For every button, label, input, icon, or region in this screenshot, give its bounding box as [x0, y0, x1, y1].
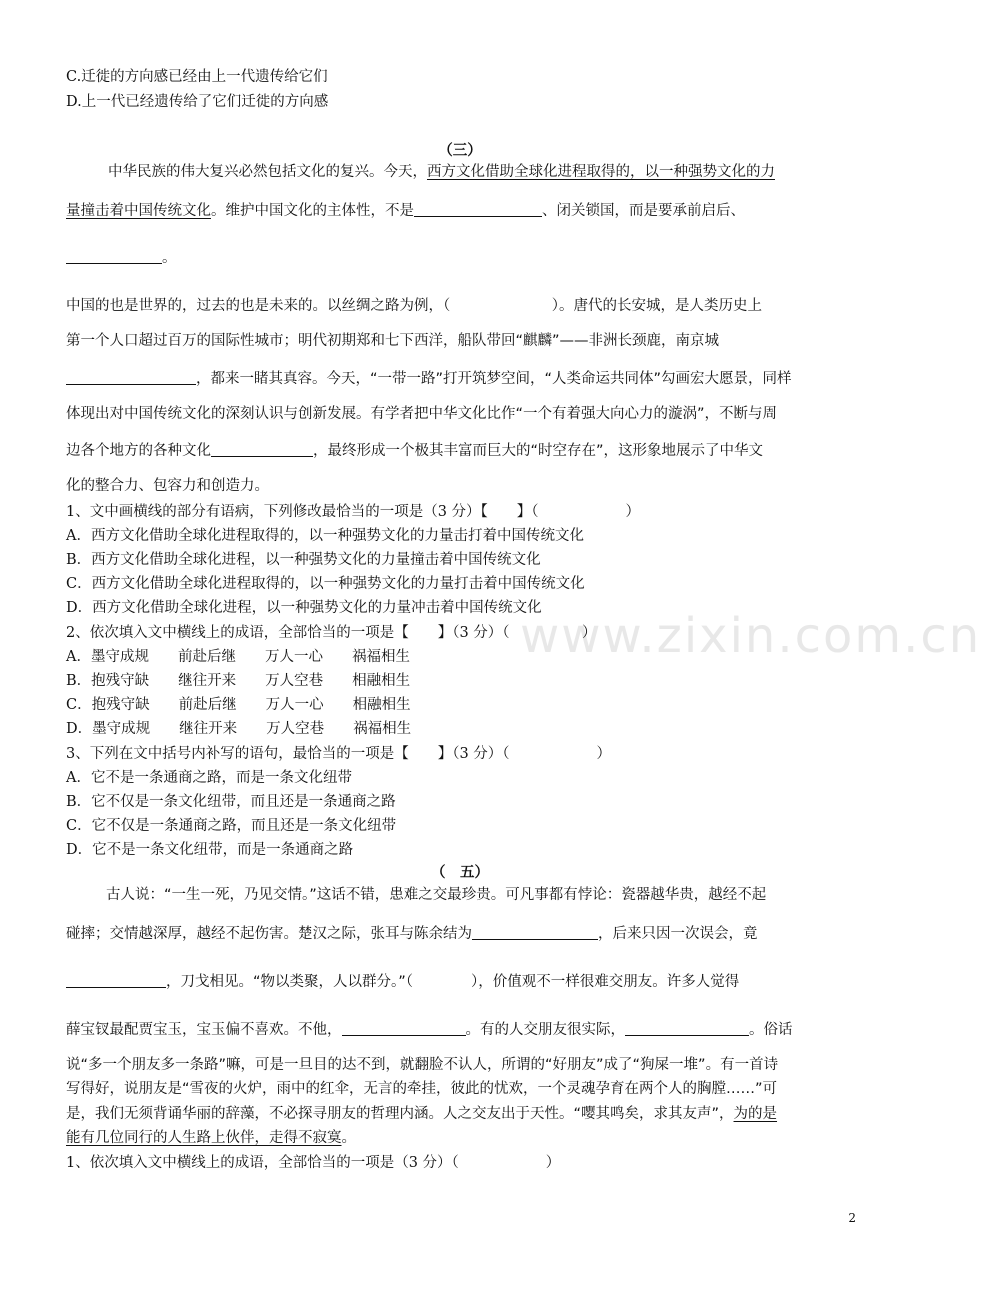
s3-q2-option-c: C．抱残守缺 前赴后继 万人一心 相融相生 [66, 697, 411, 713]
s3-underlined-sentence-part1: 西方文化借助全球化进程取得的，以一种强势文化的力 [427, 164, 775, 180]
option-d: D.上一代已经遗传给了它们迁徙的方向感 [66, 94, 329, 110]
s3-paragraph-line-1: 中华民族的伟大复兴必然包括文化的复兴。今天，西方文化借助全球化进程取得的，以一种强势文化的力 [108, 164, 775, 180]
option-c: C.迁徙的方向感已经由上一代遗传给它们 [66, 69, 328, 85]
s3-paragraph-line-9: 化的整合力、包容力和创造力。 [66, 478, 269, 494]
s5-paragraph-line-2: 碰摔；交情越深厚，越经不起伤害。楚汉之际，张耳与陈余结为 ，后来只因一次误会，竟 [66, 926, 758, 942]
s3-q1-option-b: B．西方文化借助全球化进程，以一种强势文化的力量撞击着中国传统文化 [66, 552, 541, 568]
s3-q3-option-c: C．它不仅是一条通商之路，而且还是一条文化纽带 [66, 818, 397, 834]
s3-underlined-sentence-part2: 量撞击着中国传统文化 [66, 203, 211, 219]
s3-paragraph-line-7: 体现出对中国传统文化的深刻认识与创新发展。有学者把中华文化比作“一个有着强大向心力的漩涡”，不断与周 [66, 406, 778, 422]
blank-1[interactable] [414, 202, 542, 217]
blank-8[interactable] [625, 1021, 749, 1036]
s3-q1-option-c: C．西方文化借助全球化进程取得的，以一种强势文化的力量打击着中国传统文化 [66, 576, 585, 592]
s5-paragraph-line-1: 古人说：“一生一死，乃见交情。”这话不错，患难之交最珍贵。可凡事都有悖论：瓷器越华贵，越经不起 [106, 887, 767, 903]
blank-4[interactable] [211, 442, 313, 457]
s5-paragraph-line-5: 说“多一个朋友多一条路”嘛，可是一旦目的达不到，就翻脸不认人，所谓的“好朋友”成了“狗屎一堆”。有一首诗 [66, 1057, 779, 1073]
s3-question-2: 2、依次填入文中横线上的成语，全部恰当的一项是【 】（3 分）（ ） [66, 625, 597, 641]
s3-q3-option-d: D．它不是一条文化纽带，而是一条通商之路 [66, 842, 354, 858]
s3-q2-option-b: B．抱残守缺 继往开来 万人空巷 相融相生 [66, 673, 411, 689]
s3-q1-option-d: D．西方文化借助全球化进程，以一种强势文化的力量冲击着中国传统文化 [66, 600, 542, 616]
s3-paragraph-line-3: 。 [66, 249, 177, 267]
watermark: www.zixin.com.cn [520, 608, 981, 664]
s5-paragraph-line-6: 写得好，说朋友是“雪夜的火炉，雨中的红伞，无言的牵挂，彼此的忧欢，一个灵魂孕育在两个人的胸膛……”可 [66, 1081, 778, 1097]
s5-paragraph-line-7: 是，我们无须背诵华丽的辞藻，不必探寻朋友的哲理内涵。人之交友出于天性。“嘤其鸣矣，求其友声”，为的是 [66, 1106, 778, 1122]
blank-7[interactable] [342, 1021, 466, 1036]
s3-q1-option-a: A．西方文化借助全球化进程取得的，以一种强势文化的力量击打着中国传统文化 [66, 528, 584, 544]
s5-underlined-sentence-part2: 能有几位同行的人生路上伙伴，走得不寂寞 [66, 1130, 342, 1146]
page-number: 2 [848, 1211, 856, 1225]
s3-q2-option-a: A．墨守成规 前赴后继 万人一心 祸福相生 [66, 649, 410, 665]
s5-question-1: 1、依次填入文中横线上的成语，全部恰当的一项是（3 分）（ ） [66, 1155, 561, 1171]
blank-2[interactable] [66, 249, 162, 264]
blank-5[interactable] [472, 925, 598, 940]
blank-6[interactable] [66, 973, 166, 988]
s5-paragraph-line-4: 薛宝钗最配贾宝玉，宝玉偏不喜欢。不他， 。有的人交朋友很实际， 。俗话 [66, 1022, 793, 1038]
s3-paragraph-line-5: 第一个人口超过百万的国际性城市；明代初期郑和七下西洋，船队带回“麒麟”——非洲长颈鹿，南京城 [66, 333, 720, 349]
section-5-heading: （ 五） [431, 864, 489, 881]
s3-q3-option-a: A．它不是一条通商之路，而是一条文化纽带 [66, 770, 352, 786]
s3-q3-option-b: B．它不仅是一条文化纽带，而且还是一条通商之路 [66, 794, 396, 810]
s3-paragraph-line-2: 量撞击着中国传统文化。维护中国文化的主体性，不是 、闭关锁国，而是要承前启后、 [66, 203, 745, 219]
s3-paragraph-line-4: 中国的也是世界的，过去的也是未来的。以丝绸之路为例，（ ）。唐代的长安城，是人类历史上 [66, 298, 762, 314]
s5-paragraph-line-3: ，刀戈相见。“物以类聚，人以群分。”（ ），价值观不一样很难交朋友。许多人觉得 [66, 973, 739, 991]
s5-underlined-sentence-part1: 为的是 [733, 1106, 778, 1122]
s3-question-1: 1、文中画横线的部分有语病，下列修改最恰当的一项是（3 分）【 】（ ） [66, 504, 641, 520]
section-3-heading: （三） [438, 142, 482, 159]
s5-paragraph-line-8: 能有几位同行的人生路上伙伴，走得不寂寞。 [66, 1130, 356, 1146]
s3-paragraph-line-8: 边各个地方的各种文化 ，最终形成一个极其丰富而巨大的“时空存在”，这形象地展示了中华文 [66, 443, 764, 459]
s3-paragraph-line-6: ，都来一睹其真容。今天，“一带一路”打开筑梦空间，“人类命运共同体”勾画宏大愿景，同样 [66, 370, 792, 388]
s3-question-3: 3、下列在文中括号内补写的语句，最恰当的一项是【 】（3 分）（ ） [66, 746, 612, 762]
s3-q2-option-d: D．墨守成规 继往开来 万人空巷 祸福相生 [66, 721, 412, 737]
blank-3[interactable] [66, 370, 196, 385]
